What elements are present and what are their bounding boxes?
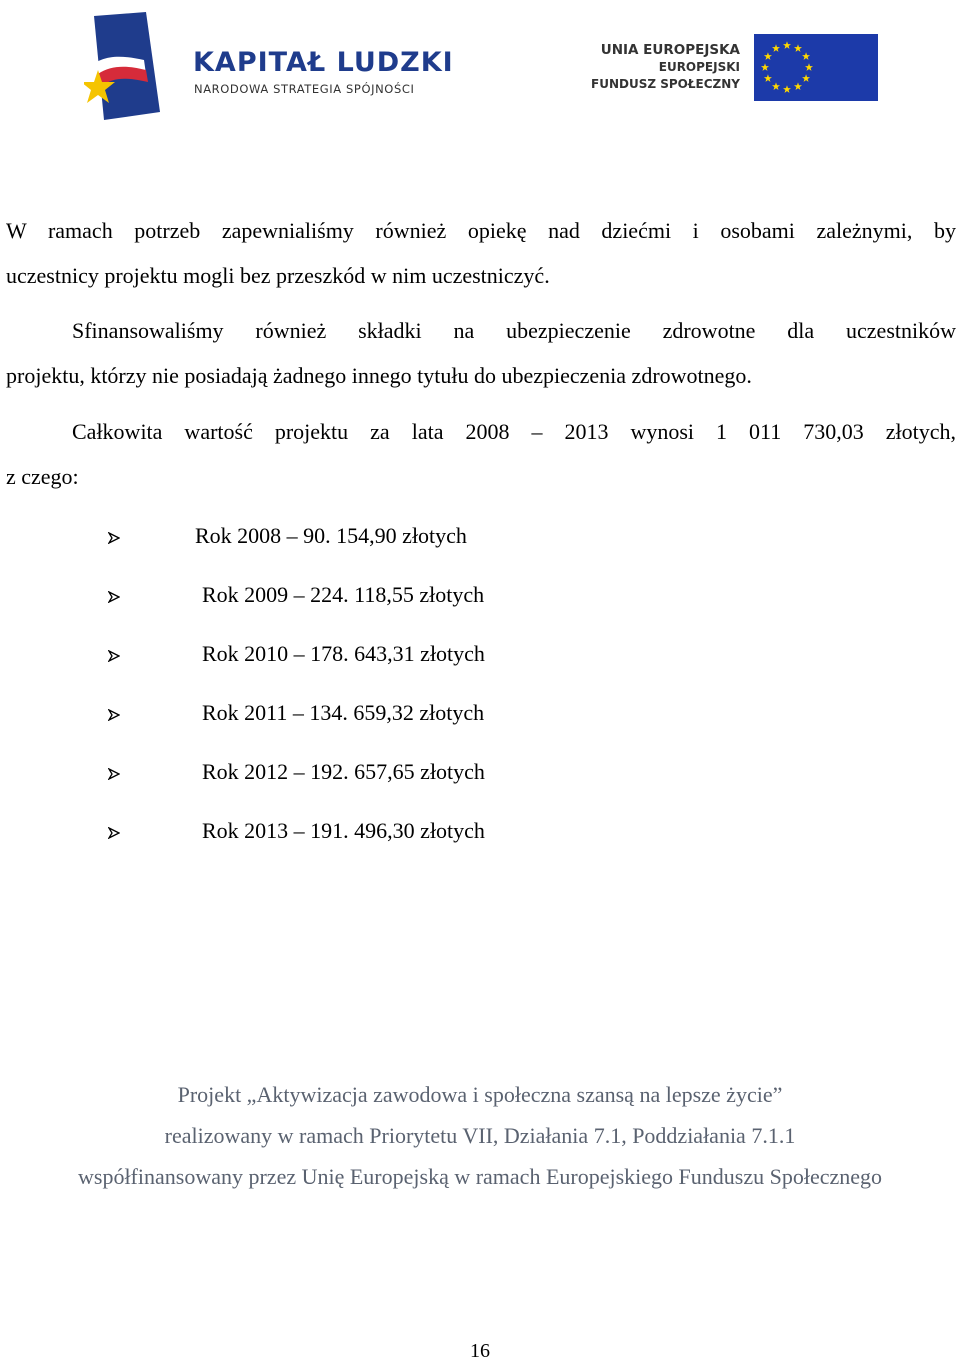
paragraph-total-value — [6, 409, 956, 499]
kapital-ludzki-title: KAPITAŁ LUDZKI — [193, 47, 454, 78]
list-item-2012 — [108, 757, 485, 787]
paragraph-care-line-1: W ramach potrzeb zapewnialiśmy również opiekę nad dziećmi i osobami zależnymi, by — [6, 218, 956, 243]
eu-line-3: FUNDUSZ SPOŁECZNY — [591, 77, 740, 91]
list-item-text: Rok 2010 – 178. 643,31 złotych — [202, 641, 485, 666]
list-item-text: Rok 2009 – 224. 118,55 złotych — [202, 582, 485, 607]
arrow-bullet-icon — [108, 650, 120, 662]
kapital-ludzki-subtitle: NARODOWA STRATEGIA SPÓJNOŚCI — [194, 82, 415, 96]
paragraph-total-line-1: Całkowita wartość projektu za lata 2008 – 2013 wynosi 1 011 730,03 złotych, — [72, 419, 956, 444]
eu-line-2: EUROPEJSKI — [658, 60, 740, 74]
footer-line-1: Projekt „Aktywizacja zawodowa i społeczna szansą na lepsze życie” — [177, 1082, 783, 1107]
arrow-bullet-icon — [108, 768, 120, 780]
arrow-bullet-icon — [108, 532, 120, 544]
footer-line-2: realizowany w ramach Priorytetu VII, Działania 7.1, Poddziałania 7.1.1 — [164, 1123, 796, 1148]
list-item-2011 — [108, 698, 485, 728]
paragraph-insurance-line-2: projektu, którzy nie posiadają żadnego innego tytułu do ubezpieczenia zdrowotnego. — [6, 363, 752, 388]
list-item-text: Rok 2013 – 191. 496,30 złotych — [202, 818, 485, 843]
list-item-text: Rok 2008 – 90. 154,90 złotych — [195, 523, 467, 548]
eu-flag-icon — [754, 34, 878, 101]
list-item-text: Rok 2012 – 192. 657,65 złotych — [202, 759, 485, 784]
list-item-2010 — [108, 639, 485, 669]
paragraph-care — [6, 208, 956, 298]
list-item-2013 — [108, 816, 485, 846]
paragraph-insurance — [6, 308, 956, 398]
arrow-bullet-icon — [108, 827, 120, 839]
eu-line-1: UNIA EUROPEJSKA — [600, 42, 740, 58]
list-item-text: Rok 2011 – 134. 659,32 złotych — [202, 700, 485, 725]
list-item-2008 — [108, 521, 467, 551]
arrow-bullet-icon — [108, 591, 120, 603]
kapital-ludzki-logo-icon — [84, 12, 160, 120]
paragraph-total-line-2: z czego: — [6, 464, 79, 489]
page-number: 16 — [470, 1340, 490, 1362]
paragraph-insurance-line-1: Sfinansowaliśmy również składki na ubezpieczenie zdrowotne dla uczestników — [72, 318, 956, 343]
paragraph-care-line-2: uczestnicy projektu mogli bez przeszkód w nim uczestniczyć. — [6, 263, 550, 288]
list-item-2009 — [108, 580, 485, 610]
arrow-bullet-icon — [108, 709, 120, 721]
footer-line-3: współfinansowany przez Unię Europejską w ramach Europejskiego Funduszu Społecznego — [78, 1164, 882, 1189]
